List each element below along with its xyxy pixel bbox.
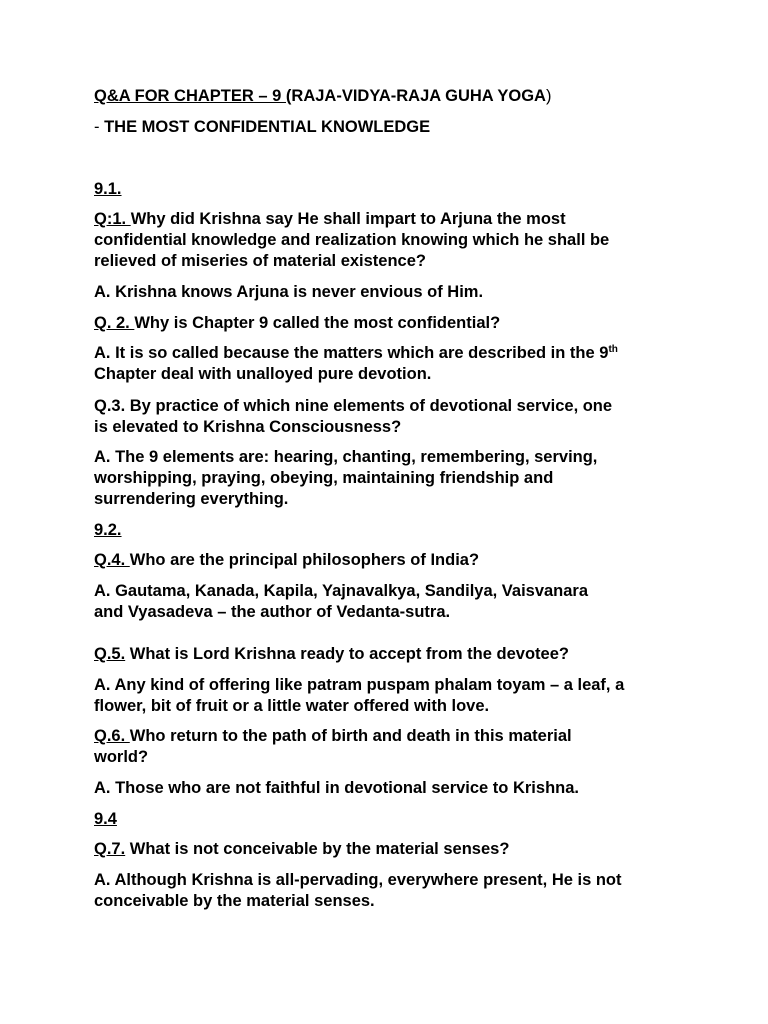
question-6-line-1 [94,726,714,747]
question-1-line-2: confidential knowledge and realization knowing which he shall be [94,231,610,249]
question-1-label: Q:1. [94,210,131,228]
question-7-text: What is not conceivable by the material senses? [125,840,510,858]
question-6-label: Q.6. [94,727,130,745]
question-5-label: Q.5. [94,645,126,663]
answer-4-line-2: and Vyasadeva – the author of Vedanta-sutra. [94,603,451,621]
page-subtitle [94,117,714,138]
question-3-line-2: is elevated to Krishna Consciousness? [94,418,402,436]
answer-2-text-1: A. It is so called because the matters which are described in the 9 [94,344,609,362]
answer-3-line-3: surrendering everything. [94,490,289,508]
page-title [94,86,714,107]
section-heading-9-4: 9.4 [94,810,117,828]
title-close-paren: ) [545,87,552,105]
title-main: Q&A FOR CHAPTER – 9 ( [94,87,292,105]
answer-2-line-2: Chapter deal with unalloyed pure devotion. [94,365,432,383]
question-5-text-a: What is [125,645,189,663]
answer-3-line-2: worshipping, praying, obeying, maintaining friendship and [94,469,554,487]
answer-4-line-1: A. Gautama, Kanada, Kapila, Yajnavalkya, Sandilya, Vaisvanara [94,582,589,600]
section-heading-9-2: 9.2. [94,521,122,539]
answer-2-superscript: th [608,344,618,355]
section-heading-9-1: 9.1. [94,180,122,198]
question-1-line-3: relieved of miseries of material existence? [94,252,426,270]
answer-1: A. Krishna knows Arjuna is never envious of Him. [94,283,484,301]
question-6-text-1: Who return to the path of birth and death in this material [129,727,572,745]
question-2-label: Q. 2. [94,314,135,332]
question-6-line-2: world? [94,748,149,766]
answer-3-line-1: A. The 9 elements are: hearing, chanting, remembering, serving, [94,448,598,466]
question-2-text: Why is Chapter 9 called the most confidential? [134,314,501,332]
question-7 [94,839,714,860]
question-4-text: Who are the principal philosophers of India? [129,551,480,569]
question-2 [94,313,714,334]
subtitle-text: THE MOST CONFIDENTIAL KNOWLEDGE [104,118,431,136]
question-5 [94,644,714,665]
answer-5-line-2: flower, bit of fruit or a little water offered with love. [94,697,490,715]
answer-7-line-1: A. Although Krishna is all-pervading, everywhere present, He is not [94,871,622,889]
question-3-line-1: Q.3. By practice of which nine elements of devotional service, one [94,397,613,415]
answer-2-line-1 [94,343,714,364]
subtitle-dash: - [94,118,105,136]
title-chapter-name: RAJA-VIDYA-RAJA GUHA YOGA [291,87,546,105]
answer-7-line-2: conceivable by the material senses. [94,892,375,910]
answer-5-line-1: A. Any kind of offering like patram puspam phalam toyam – a leaf, a [94,676,625,694]
question-4 [94,550,714,571]
question-1-text-1: Why did Krishna say He shall impart to Arjuna the most [130,210,566,228]
question-1-line-1 [94,209,714,230]
answer-6: A. Those who are not faithful in devotional service to Krishna. [94,779,579,797]
question-7-label: Q.7. [94,840,126,858]
question-5-text-b: Lord Krishna ready to accept from the devotee? [188,645,569,663]
question-4-label: Q.4. [94,551,130,569]
